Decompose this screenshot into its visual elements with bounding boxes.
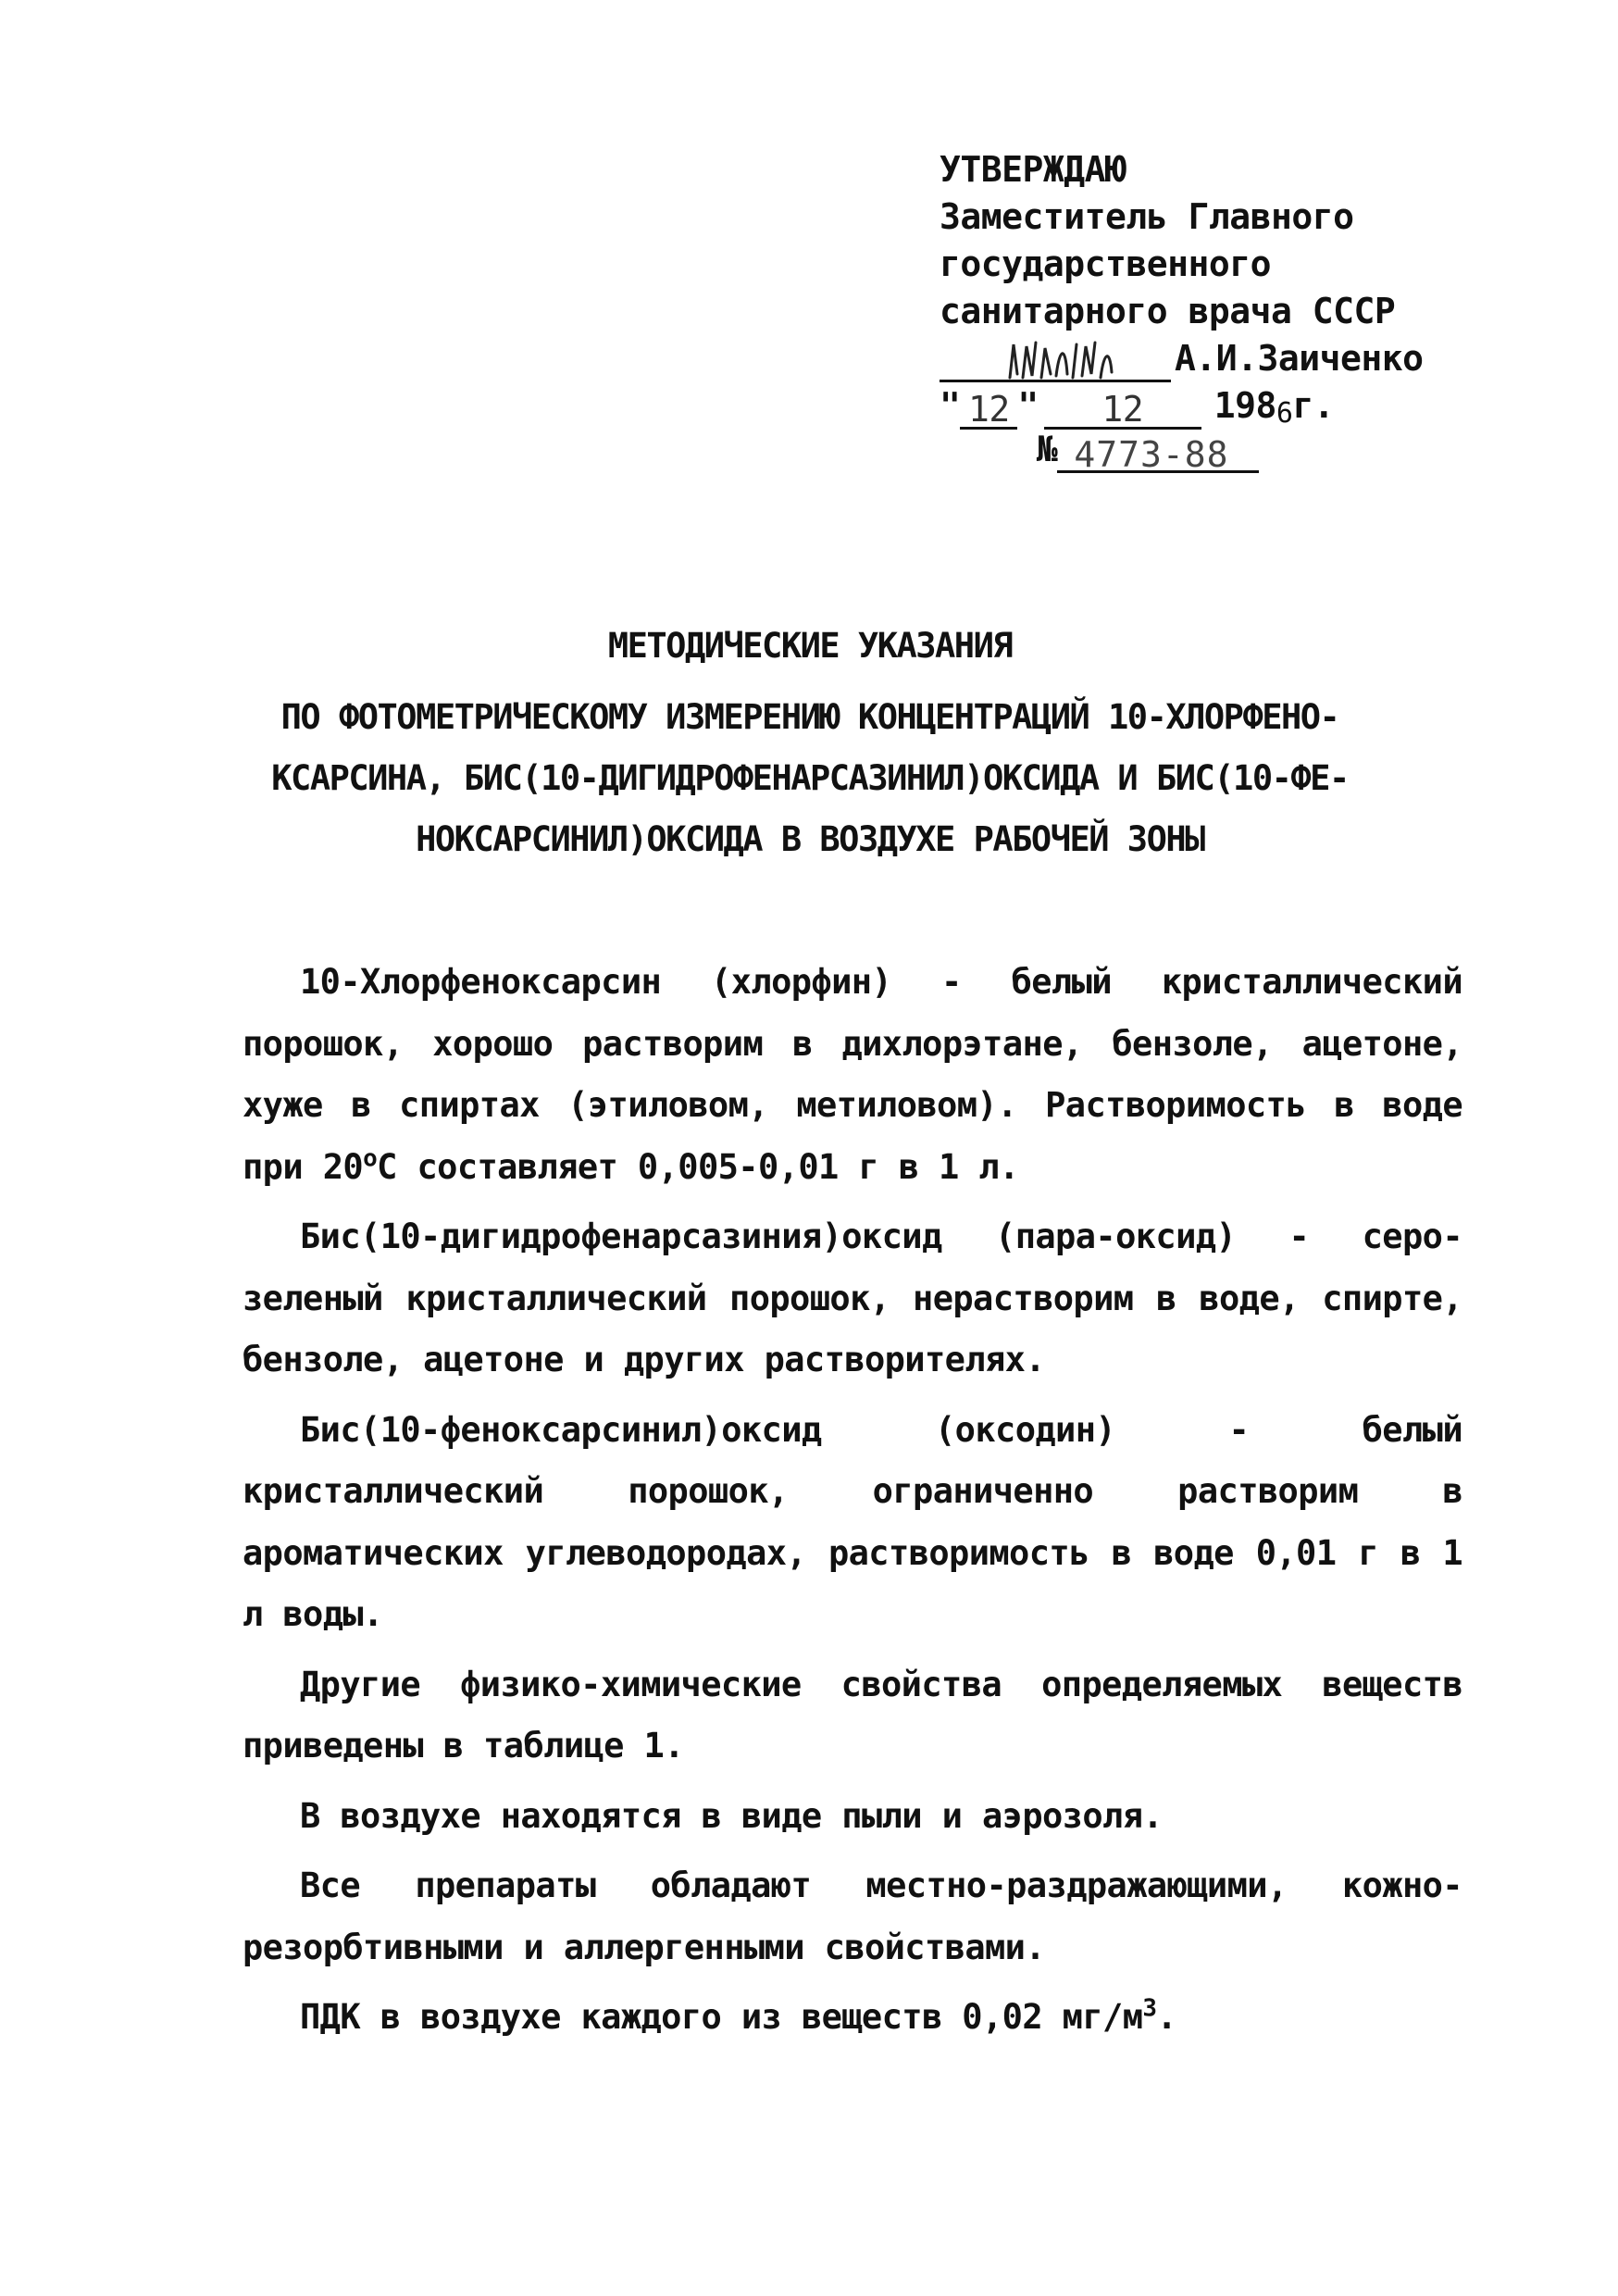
approval-position-line-2: государственного xyxy=(940,243,1272,284)
title-line-1: ПО ФОТОМЕТРИЧЕСКОМУ ИЗМЕРЕНИЮ КОНЦЕНТРАЦИЙ 10-ХЛОРФЕНО- xyxy=(280,697,1339,737)
date-day: 12 xyxy=(960,386,1017,430)
approval-heading: УТВЕРЖДАЮ xyxy=(940,149,1126,190)
paragraph-mac: ПДК в воздухе каждого из веществ 0,02 $мг/м^3$. xyxy=(300,1994,1177,2037)
paragraph-chlorophenoxarsine: 10-Хлорфеноксарсин (хлорфин) - белый кристаллический порошок, хорошо растворим в дихлорэтане, бензоле, ацетоне, хуже в спиртах (этиловом, метиловом). Растворимость в воде при $20^оС$ составляет 0,005-0,01 г в 1 л. xyxy=(243,962,1462,1187)
number-value: 4773-88 xyxy=(1057,433,1259,473)
title-line-2: КСАРСИНА, БИС(10-ДИГИДРОФЕНАРСАЗИНИЛ)ОКСИДА И БИС(10-ФЕ- xyxy=(271,758,1349,798)
paragraph-toxic-properties: Все препараты обладают местно-раздражающими, кожно-резорбтивными и аллергенными свойствами. xyxy=(243,1866,1462,1967)
approval-position-line-1: Заместитель Главного xyxy=(940,196,1354,237)
document-title xyxy=(213,618,1407,870)
paragraph-air-form: В воздухе находятся в виде пыли и аэрозоля. xyxy=(300,1795,1164,1836)
date-year-prefix: 198 xyxy=(1214,385,1276,426)
paragraph-para-oxide: Бис(10-дигидрофенарсазиния)оксид (пара-оксид) - серо-зеленый кристаллический порошок, нерастворим в воде, спирте, бензоле, ацетоне и других растворителях. xyxy=(243,1217,1462,1379)
date-suffix: г. xyxy=(1292,385,1335,426)
handwritten-signature xyxy=(1004,337,1115,381)
signature-line xyxy=(940,335,1532,382)
signatory-name: А.И.Заиченко xyxy=(1175,338,1424,379)
date-year-suffix: 6 xyxy=(1276,397,1293,430)
document-body xyxy=(243,952,1462,2057)
paragraph-properties: Другие физико-химические свойства определяемых веществ приведены в таблице 1. xyxy=(243,1664,1462,1766)
approval-date: " 12 " 12 198 6 г. xyxy=(940,382,1532,430)
number-label: № xyxy=(1037,429,1058,469)
approval-block xyxy=(940,146,1532,473)
paragraph-oxodin: Бис(10-феноксарсинил)оксид (оксодин) - белый кристаллический порошок, ограниченно растворим в ароматических углеводородах, растворимость в воде 0,01 г в 1 л воды. xyxy=(243,1409,1462,1634)
date-month: 12 xyxy=(1044,386,1201,430)
approval-position-line-3: санитарного врача СССР xyxy=(940,291,1396,331)
title-heading: МЕТОДИЧЕСКИЕ УКАЗАНИЯ xyxy=(607,626,1013,666)
title-line-3: НОКСАРСИНИЛ)ОКСИДА В ВОЗДУХЕ РАБОЧЕЙ ЗОНЫ xyxy=(416,819,1204,859)
signature-field xyxy=(940,339,1171,382)
